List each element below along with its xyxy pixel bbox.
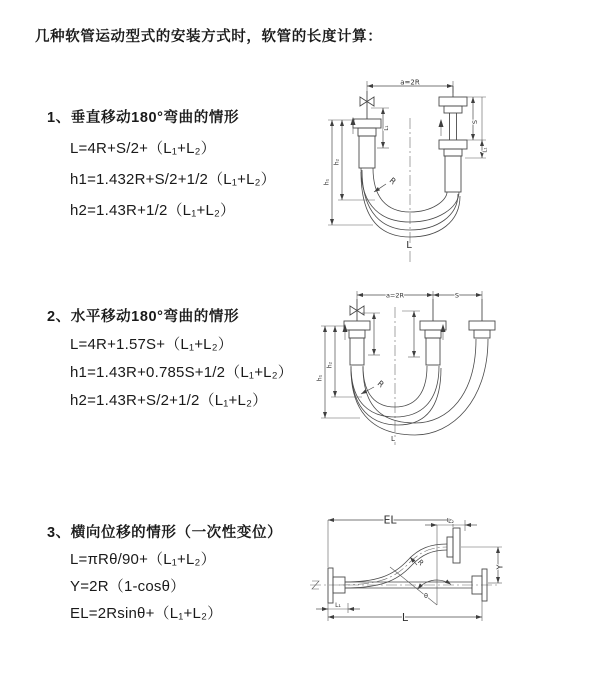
valve-icon [350, 299, 364, 321]
label-h2: h₂ [333, 158, 341, 166]
label-l: L [391, 435, 395, 443]
label-h1: h₁ [323, 178, 331, 186]
page-title: 几种软管运动型式的安装方式时，软管的长度计算： [35, 29, 383, 45]
label-h2: h₂ [326, 361, 334, 369]
section-1-formula-h1: h1=1.432R+S/2+1/2（L₁+L₂） [70, 171, 276, 188]
label-l: L [406, 240, 412, 251]
label-s: S [471, 119, 479, 125]
displaced-hose [339, 528, 460, 588]
section-1-heading: 1、垂直移动180°弯曲的情形 [47, 110, 240, 126]
label-s: S [454, 291, 460, 300]
section-1-formula-h2: h2=1.43R+1/2（L₁+L₂） [70, 202, 236, 219]
label-l1-right: L₁ [482, 147, 489, 153]
label-el: EL [383, 513, 397, 527]
label-r: R [387, 175, 398, 187]
label-a2r: a=2R [385, 291, 405, 300]
diagram-horizontal-180-bend [310, 283, 600, 453]
r-leader [361, 387, 374, 394]
braided-hose-end [445, 156, 461, 192]
section-2-formula-h2: h2=1.43R+S/2+1/2（L₁+L₂） [70, 392, 268, 409]
diagram-vertical-180-bend [315, 70, 600, 265]
label-h1: h₁ [316, 374, 324, 382]
label-l: L [401, 611, 409, 624]
section-2-formula-L: L=4R+1.57S+（L₁+L₂） [70, 336, 233, 353]
valve-icon [360, 91, 374, 119]
section-3-formula-EL: EL=2Rsinθ+（L₁+L₂） [70, 605, 223, 622]
label-theta: θ [424, 592, 428, 600]
right-flange-assembly [439, 86, 467, 192]
label-y: Y [495, 564, 505, 570]
label-a2r: a=2R [400, 78, 420, 87]
section-2-heading: 2、水平移动180°弯曲的情形 [47, 309, 240, 325]
left-flange [353, 119, 381, 168]
label-r: R [415, 558, 426, 568]
dim-end-fittings [362, 311, 420, 357]
left-flange [328, 568, 345, 603]
braided-hose-end [359, 136, 375, 168]
section-2-formula-h1: h1=1.43R+0.785S+1/2（L₁+L₂） [70, 364, 293, 381]
diagram-lateral-displacement [305, 505, 600, 675]
label-l1-left: L₁ [384, 125, 390, 131]
label-r: R [375, 378, 386, 390]
section-3-formula-Y: Y=2R（1-cosθ） [70, 578, 186, 595]
flanges [344, 321, 495, 365]
section-3-formula-L: L=πRθ/90+（L₁+L₂） [70, 551, 216, 568]
braided-hose-end [426, 338, 440, 365]
section-1-formula-L: L=4R+S/2+（L₁+L₂） [70, 140, 216, 157]
hose-u-bend [351, 339, 488, 435]
dim-h1-h2 [321, 326, 362, 418]
label-l2: L₂ [448, 518, 454, 525]
dim-a2r-s [357, 291, 482, 299]
braided-hose-end [350, 338, 364, 365]
section-3-heading: 3、横向位移的情形（一次性变位） [47, 525, 283, 541]
dim-el [328, 520, 453, 567]
label-l1: L₁ [335, 602, 341, 609]
movement-arrow-icon [351, 117, 444, 136]
